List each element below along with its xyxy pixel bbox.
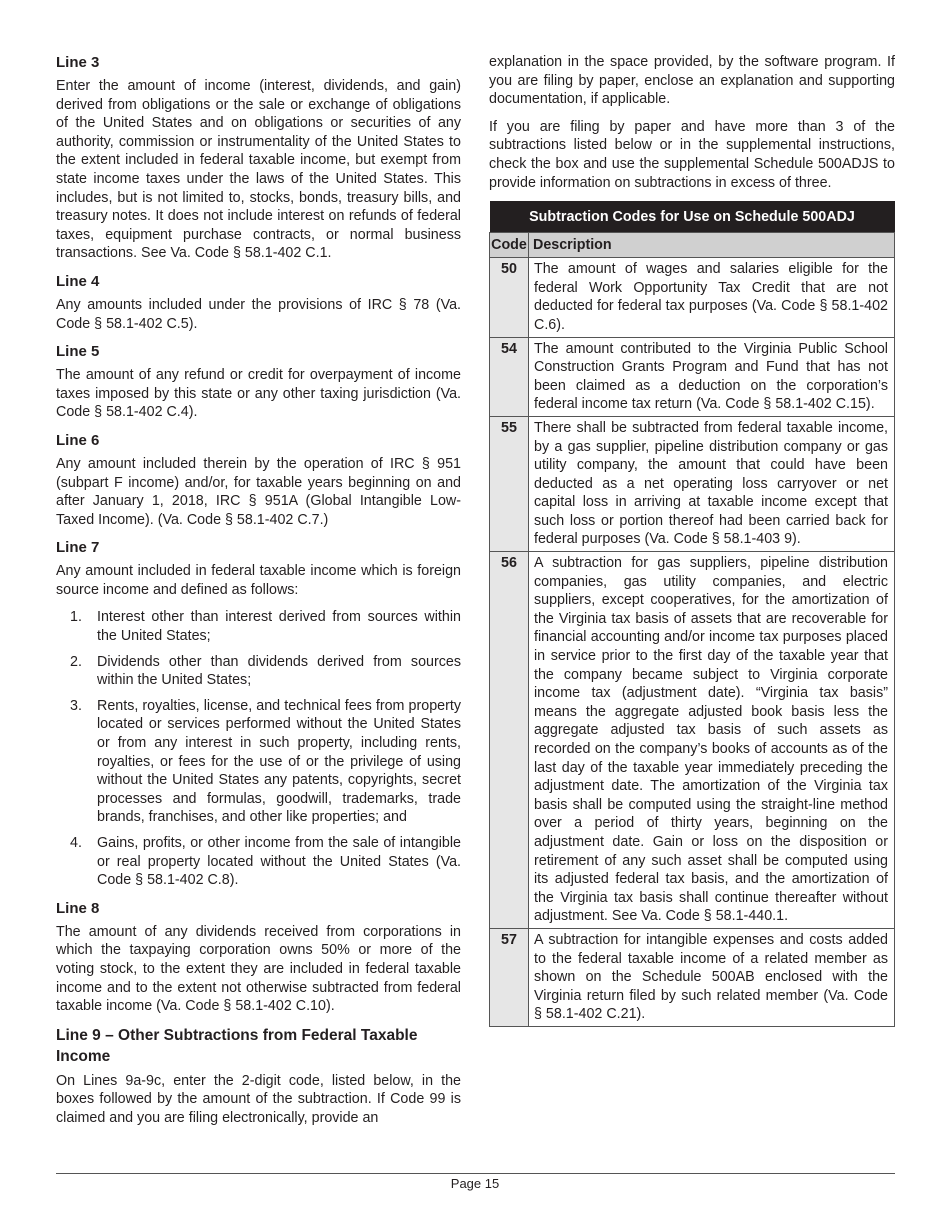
line7-heading: Line 7 [56, 539, 100, 557]
page-number: Page 15 [450, 1176, 500, 1191]
table-row [490, 928, 895, 1026]
description-cell: The amount of wages and salaries eligible for the federal Work Opportunity Tax Credit that are not deducted for federal tax purposes (Va. Code § 58.1-402 C.6). [529, 258, 895, 337]
table-title: Subtraction Codes for Use on Schedule 500ADJ [490, 201, 895, 233]
right-paragraph-2: If you are filing by paper and have more than 3 of the subtractions listed below or in the supplemental instructions, check the box and use the supplemental Schedule 500ADJS to provide information on subtractions in excess of three. [489, 118, 895, 191]
description-column-header: Description [529, 233, 895, 258]
line4-text: Any amounts included under the provisions of IRC § 78 (Va. Code § 58.1-402 C.5). [56, 296, 461, 332]
line8-heading: Line 8 [56, 899, 100, 917]
list-item [56, 608, 461, 645]
list-item-text: Rents, royalties, license, and technical fees from property located or services performed without the United States or from any interest in such property, including rents, royalties, or fees for the use of or the privilege of using without the United States any patents, copyrights, secret processes and formulas, goodwill, trademarks, trade brands, franchises, and other like properties; and [97, 697, 461, 826]
code-cell: 54 [490, 337, 529, 416]
left-column [56, 53, 461, 1137]
description-cell: There shall be subtracted from federal taxable income, by a gas supplier, pipeline distribution company or gas utility company, the amount that could have been deducted as a net operating loss carryover or net capital loss in arriving at taxable income except that such loss or portion thereof had been carried back for federal purposes (Va. Code § 58.1-403 9). [529, 416, 895, 551]
line5-heading: Line 5 [56, 343, 100, 361]
list-item-text: Dividends other than dividends derived from sources within the United States; [97, 653, 461, 689]
footer-divider [56, 1173, 895, 1174]
list-item-text: Interest other than interest derived from sources within the United States; [97, 609, 461, 645]
description-cell: A subtraction for gas suppliers, pipeline distribution companies, gas utility companies, and electric suppliers, except cooperatives, for the amortization of the Virginia tax basis of assets that are recoverable for financial accounting and/or income tax purposes placed in service prior to the first day of the taxable year that the company became subject to Virginia corporate income tax (adjustment date). “Virginia tax basis” means the aggregate adjusted book basis less the aggregate adjusted tax basis of such assets as recorded on the company’s books of accounts as of the last day of the taxable year immediately preceding the adjustment date. The amortization of the Virginia tax basis shall be computed using the straight-line method over a period of thirty years, beginning on the adjustment date. Gain or loss on the disposition or retirement of any such asset shall be computed using its adjusted federal tax basis, and the amortization of the Virginia tax basis shall continue thereafter without adjustment. See Va. Code § 58.1-440.1. [529, 552, 895, 929]
line7-list [56, 608, 461, 889]
table-row [490, 552, 895, 929]
line5-text: The amount of any refund or credit for overpayment of income taxes imposed by this state or any other taxing jurisdiction (Va. Code § 58.1-402 C.4). [56, 367, 461, 421]
line6-heading: Line 6 [56, 431, 100, 449]
right-column [489, 53, 895, 1027]
description-cell: The amount contributed to the Virginia Public School Construction Grants Program and Fund that has not been claimed as a deduction on the corporation’s federal income tax return (Va. Code § 58.1-402 C.15). [529, 337, 895, 416]
line7-text: Any amount included in federal taxable income which is foreign source income and defined as follows: [56, 563, 461, 598]
line3-heading: Line 3 [56, 54, 100, 71]
line4-heading: Line 4 [56, 272, 100, 290]
list-item-number: 2. [70, 653, 82, 670]
line9-heading: Line 9 – Other Subtractions from Federal Taxable Income [56, 1026, 418, 1065]
code-column-header: Code [490, 233, 529, 258]
table-row [490, 258, 895, 337]
subtraction-codes-table [489, 201, 895, 1027]
table-row [490, 416, 895, 551]
line6-text: Any amount included therein by the operation of IRC § 951 (subpart F income) and/or, for taxable years beginning on and after January 1, 2018, IRC § 951A (Global Intangible Low-Taxed Income). (Va. Code § 58.1-402 C.7.) [56, 455, 461, 528]
list-item-number: 3. [70, 697, 82, 714]
list-item [56, 653, 461, 690]
line8-text: The amount of any dividends received from corporations in which the taxpaying corporation owns 50% or more of the voting stock, to the extent they are included in federal taxable income and to the extent not otherwise subtracted from federal taxable income (Va. Code § 58.1-402 C.10). [56, 923, 461, 1015]
line9-text: On Lines 9a-9c, enter the 2-digit code, listed below, in the boxes followed by the amount of the subtraction. If Code 99 is claimed and you are filing electronically, provide an [56, 1072, 461, 1126]
list-item-number: 1. [70, 609, 82, 626]
description-cell: A subtraction for intangible expenses and costs added to the federal taxable income of a related member as shown on the Schedule 500AB enclosed with the Virginia return filed by such related member (Va. Code § 58.1-402 C.21). [529, 928, 895, 1026]
line3-text: Enter the amount of income (interest, dividends, and gain) derived from obligations or the sale or exchange of obligations of the United States and on obligations or securities of any authority, commission or instrumentality of the United States to the extent included in federal taxable income, but exempt from state income taxes under the laws of the United States. This includes, but is not limited to, stocks, bonds, treasury bills, and treasury notes. It does not include interest on refunds of federal taxes, equipment purchase contracts, or normal business transactions. See Va. Code § 58.1-402 C.1. [56, 78, 461, 262]
right-paragraph-1: explanation in the space provided, by the software program. If you are filing by paper, enclose an explanation and supporting documentation, if applicable. [489, 54, 895, 108]
list-item-number: 4. [70, 835, 82, 851]
table-row [490, 337, 895, 416]
list-item-text: Gains, profits, or other income from the sale of intangible or real property located without the United States (Va. Code § 58.1-402 C.8). [97, 835, 461, 889]
code-cell: 55 [490, 416, 529, 551]
code-cell: 50 [490, 258, 529, 337]
list-item [56, 697, 461, 827]
code-cell: 56 [490, 552, 529, 929]
list-item [56, 834, 461, 890]
code-cell: 57 [490, 928, 529, 1026]
